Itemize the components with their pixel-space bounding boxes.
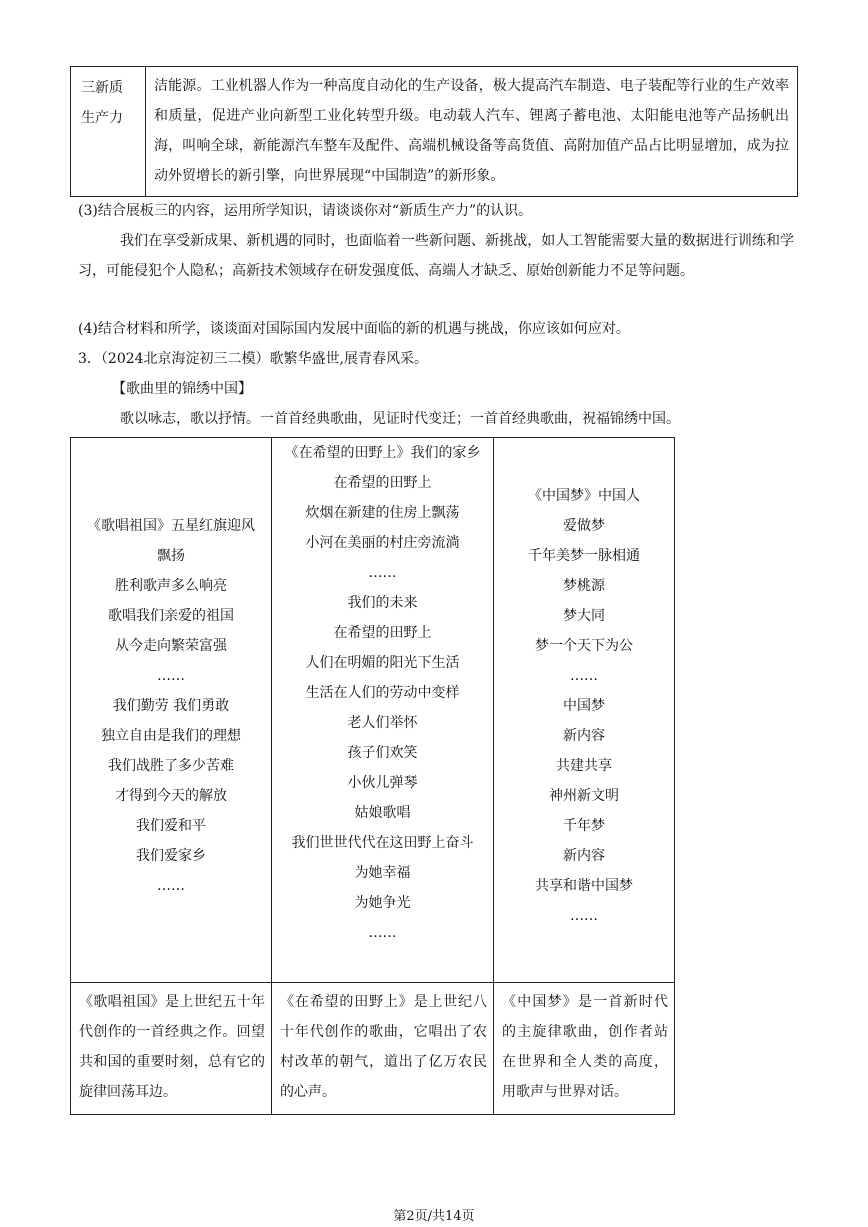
lyric-line: 炊烟在新建的住房上飘荡: [305, 505, 460, 521]
lyric-line: 为她幸福: [354, 865, 411, 881]
lyric-line: 共享和谐中国梦: [535, 878, 633, 894]
song-lyrics-3: [494, 481, 674, 931]
song-desc-cell-1: [71, 983, 272, 1115]
song-lyrics-1: [71, 511, 271, 901]
lyric-line: 新内容: [563, 728, 605, 744]
lyric-line: 胜利歌声多么响亮: [115, 578, 227, 594]
question-main: 3．（2024北京海淀初三二模）歌繁华盛世,展青春风采。: [78, 351, 428, 367]
song-desc-cell-3: [494, 983, 675, 1115]
lyric-line: 《歌唱祖国》五星红旗迎风飘扬: [87, 518, 255, 564]
question-3: (3)结合展板三的内容，运用所学知识，请谈谈你对“新质生产力”的认识。: [78, 203, 533, 219]
section-intro: 歌以咏志，歌以抒情。一首首经典歌曲，见证时代变迁；一首首经典歌曲，祝福锦绣中国。: [120, 411, 680, 427]
song-lyrics-cell-3: [494, 438, 675, 983]
song-desc-3: 《中国梦》是一首新时代的主旋律歌曲，创作者站在世界和全人类的高度，用歌声与世界对话。: [502, 994, 668, 1100]
lyric-line: 我们爱家乡: [136, 848, 206, 864]
lyric-line: 《中国梦》中国人: [528, 488, 640, 504]
lyric-line: 梦桃源: [563, 578, 605, 594]
songs-table: [70, 437, 675, 1115]
lyric-line: 新内容: [563, 848, 605, 864]
board-three-content: 洁能源。工业机器人作为一种高度自动化的生产设备，极大提高汽车制造、电子装配等行业的生产效率和质量，促进产业向新型工业化转型升级。电动载人汽车、锂离子蓄电池、太阳能电池等产品扬帆出海，叫响全球，新能源汽车整车及配件、高端机械设备等高货值、高附加值产品占比明显增加，成为拉动外贸增长的新引擎，向世界展现“中国制造”的新形象。: [154, 78, 789, 184]
lyric-line: 我们勤劳 我们勇敢: [112, 698, 230, 714]
song-desc-2: 《在希望的田野上》是上世纪八十年代创作的歌曲，它唱出了农村改革的朝气，道出了亿万农民的心声。: [280, 994, 487, 1100]
lyric-line: 爱做梦: [563, 518, 605, 534]
section-title: 【歌曲里的锦绣中国】: [112, 381, 252, 397]
lyric-line: 梦一个天下为公: [535, 638, 633, 654]
lyric-line: ……: [157, 878, 185, 894]
lyric-line: 孩子们欢笑: [347, 745, 418, 761]
lyric-line: 我们战胜了多少苦难: [108, 758, 234, 774]
lyric-line: 在希望的田野上: [333, 475, 432, 491]
lyric-line: 在希望的田野上: [333, 625, 432, 641]
lyric-line: ……: [157, 668, 185, 684]
lyric-line: ……: [570, 908, 598, 924]
lyric-line: 歌唱我们亲爱的祖国: [108, 608, 234, 624]
lyric-line: 《在希望的田野上》我们的家乡: [284, 445, 481, 461]
lyric-line: 梦大同: [563, 608, 605, 624]
lyric-line: 生活在人们的劳动中变样: [305, 685, 460, 701]
lyric-line: 老人们举怀: [347, 715, 418, 731]
lyric-line: 独立自由是我们的理想: [101, 728, 241, 744]
board-three-label-cell: [71, 67, 146, 197]
lyric-line: 中国梦: [563, 698, 605, 714]
lyric-line: 我们世世代代在这田野上奋斗: [291, 835, 474, 851]
lyric-line: 千年美梦一脉相通: [528, 548, 640, 564]
lyric-line: 人们在明媚的阳光下生活: [305, 655, 460, 671]
song-desc-cell-2: [272, 983, 494, 1115]
lyric-line: 小河在美丽的村庄旁流淌: [305, 535, 460, 551]
board-three-table: [70, 66, 798, 197]
song-lyrics-2: [272, 438, 493, 948]
lyric-line: ……: [368, 925, 397, 941]
page-footer: 第2页/共14页: [393, 1209, 475, 1224]
lyric-line: 从今走向繁荣富强: [115, 638, 227, 654]
lyric-line: ……: [368, 565, 397, 581]
question-4: (4)结合材料和所学，谈谈面对国际国内发展中面临的新的机遇与挑战，你应该如何应对。: [78, 321, 630, 337]
lyric-line: 姑娘歌唱: [354, 805, 411, 821]
lyric-line: 神州新文明: [549, 788, 619, 804]
board-three-label: 三新质生产力: [81, 80, 123, 126]
lyric-line: 我们的未来: [347, 595, 418, 611]
board-three-content-cell: [146, 67, 798, 197]
lyric-line: 千年梦: [563, 818, 605, 834]
lyric-line: 我们爱和平: [136, 818, 206, 834]
song-lyrics-cell-1: [71, 438, 272, 983]
challenge-paragraph: 我们在享受新成果、新机遇的同时，也面临着一些新问题、新挑战，如人工智能需要大量的数据进行训练和学习，可能侵犯个人隐私；高新技术领域存在研发强度低、高端人才缺乏、原始创新能力不足等问题。: [78, 233, 794, 279]
lyric-line: 共建共享: [556, 758, 612, 774]
lyric-line: ……: [570, 668, 598, 684]
lyric-line: 才得到今天的解放: [115, 788, 227, 804]
song-lyrics-cell-2: [272, 438, 494, 983]
song-desc-1: 《歌唱祖国》是上世纪五十年代创作的一首经典之作。回望共和国的重要时刻，总有它的旋律回荡耳边。: [79, 994, 265, 1100]
lyric-line: 小伙儿弹琴: [347, 775, 418, 791]
lyric-line: 为她争光: [354, 895, 411, 911]
